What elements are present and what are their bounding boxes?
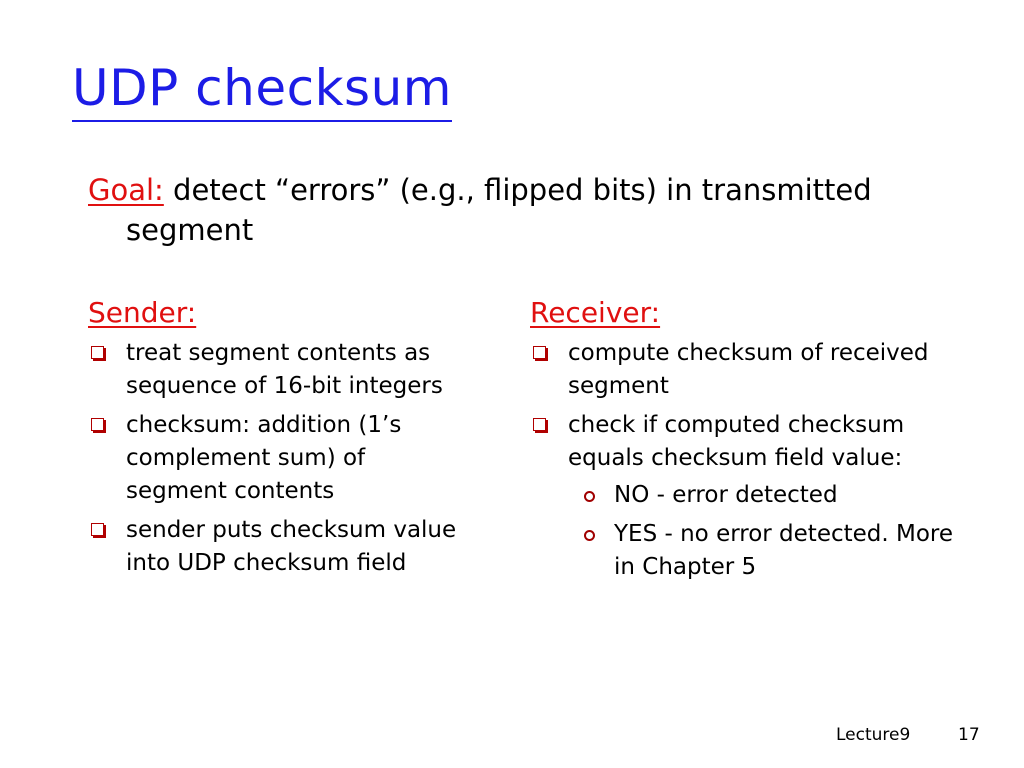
receiver-heading: Receiver: — [530, 296, 661, 329]
square-bullet-icon — [91, 346, 104, 359]
sender-heading: Sender: — [88, 296, 197, 329]
square-bullet-icon — [533, 418, 546, 431]
receiver-list — [530, 337, 970, 584]
slide-title: UDP checksum — [72, 58, 452, 122]
square-bullet-icon — [91, 418, 104, 431]
footer-lecture-label: Lecture9 — [836, 725, 911, 745]
list-item-text: compute checksum of received segment — [568, 340, 929, 399]
circle-bullet-icon — [584, 491, 595, 502]
sublist-item-text: YES - no error detected. More in Chapter 5 — [614, 521, 954, 580]
sublist-item — [568, 479, 970, 512]
list-item-text: check if computed checksum equals checksum field value: — [568, 412, 905, 471]
square-bullet-icon — [91, 523, 104, 536]
list-item-text: sender puts checksum value into UDP checksum field — [126, 517, 457, 576]
list-item — [88, 409, 468, 508]
receiver-column — [530, 295, 970, 590]
circle-bullet-icon — [584, 530, 595, 541]
list-item-text: checksum: addition (1’s complement sum) of segment contents — [126, 412, 402, 504]
receiver-sublist — [568, 479, 970, 584]
list-item — [88, 337, 468, 403]
goal-text-line1: detect “errors” (e.g., flipped bits) in transmitted — [163, 173, 872, 207]
sublist-item-text: NO - error detected — [614, 482, 838, 508]
goal-statement — [88, 170, 988, 250]
list-item-text: treat segment contents as sequence of 16-bit integers — [126, 340, 443, 399]
sublist-item — [568, 518, 970, 584]
sender-list — [88, 337, 468, 580]
square-bullet-icon — [533, 346, 546, 359]
goal-text-line2: segment — [126, 213, 254, 247]
list-item — [88, 514, 468, 580]
list-item — [530, 337, 970, 403]
list-item — [530, 409, 970, 584]
goal-label: Goal: — [88, 173, 164, 207]
footer-page-number: 17 — [958, 725, 980, 745]
sender-column — [88, 295, 468, 586]
